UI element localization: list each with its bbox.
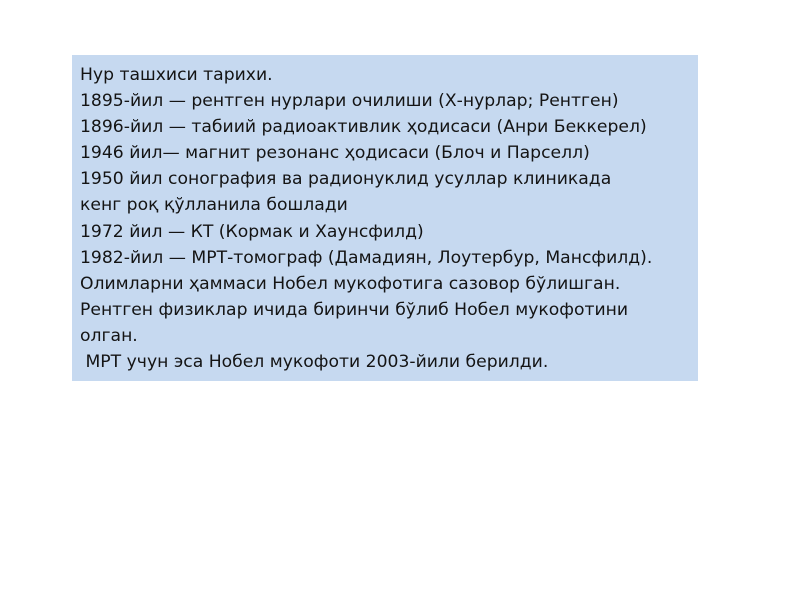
text-line-roentgen-cont: олган. [80,325,138,346]
text-line-1950: 1950 йил сонография ва радионуклид усуллар клиникада [80,169,612,190]
text-line-1895: 1895-йил — рентген нурлари очилиши (Х-нурлар; Рентген) [80,91,619,112]
text-box [72,55,698,381]
text-line-mrt-nobel: МРТ учун эса Нобел мукофоти 2003-йили берилди. [80,352,549,373]
text-line-1982: 1982-йил — МРТ-томограф (Дамадиян, Лоутербур, Мансфилд). [80,247,653,268]
text-line-title: Нур ташхиси тарихи. [80,65,273,85]
text-line-1946: 1946 йил— магнит резонанс ҳодисаси (Блоч и Парселл) [80,143,590,164]
text-line-1896: 1896-йил — табиий радиоактивлик ҳодисаси (Анри Беккерел) [80,117,647,138]
text-line-1950-cont: кенг роқ қўлланила бошлади [80,195,348,216]
text-line-nobel: Олимларни ҳаммаси Нобел мукофотига сазовор бўлишган. [80,273,621,294]
text-line-roentgen: Рентген физиклар ичида биринчи бўлиб Нобел мукофотини [80,299,629,320]
text-line-1972: 1972 йил — КТ (Кормак и Хаунсфилд) [80,221,424,242]
